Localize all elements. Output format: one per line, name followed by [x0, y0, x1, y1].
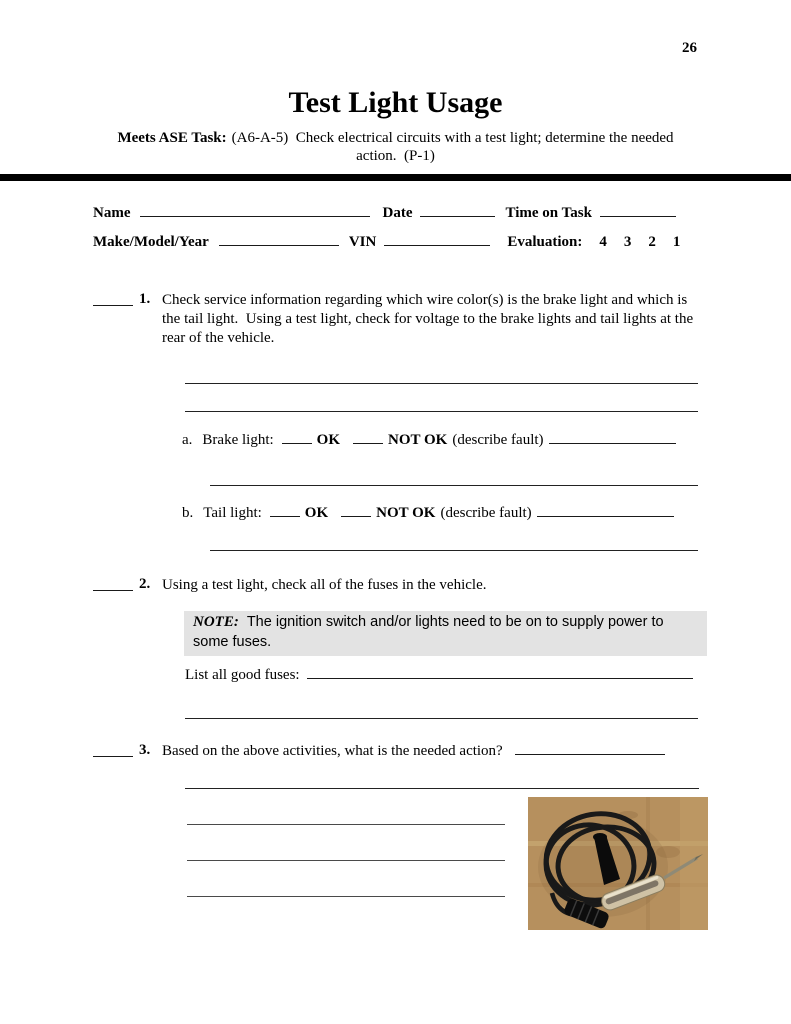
not-ok-blank-line[interactable]: [353, 431, 383, 444]
task-number-2: 2.: [139, 576, 151, 592]
evaluation-score-3[interactable]: 3: [623, 234, 632, 250]
subitem-b-label: Tail light:: [203, 505, 262, 521]
page-number: 26: [682, 40, 697, 56]
evaluation-score-2[interactable]: 2: [648, 234, 656, 250]
ok-label: OK: [304, 505, 329, 521]
describe-fault-label: (describe fault): [452, 432, 544, 448]
date-line[interactable]: [420, 204, 495, 217]
make-model-year-label: Make/Model/Year: [93, 234, 209, 250]
answer-line[interactable]: [187, 860, 505, 861]
note-text: The ignition switch and/or lights need to be on to supply power to some fuses.: [193, 614, 668, 650]
note-label: NOTE:: [193, 614, 239, 630]
answer-line[interactable]: [185, 788, 699, 789]
task-text-3: Based on the above activities, what is the needed action?: [162, 743, 503, 759]
ok-blank-line[interactable]: [282, 431, 312, 444]
subitem-a-letter: a.: [182, 432, 193, 448]
describe-fault-label: (describe fault): [440, 505, 532, 521]
note-box: [184, 611, 707, 656]
checkoff-blank-3[interactable]: [93, 742, 133, 757]
not-ok-blank-line[interactable]: [341, 504, 371, 517]
evaluation-score-4[interactable]: 4: [599, 234, 607, 250]
list-good-fuses-row: [185, 666, 693, 684]
not-ok-label: NOT OK: [376, 505, 436, 521]
subitem-b-letter: b.: [182, 505, 194, 521]
task-item-1: [93, 291, 707, 348]
subitem-a-label: Brake light:: [202, 432, 274, 448]
subitem-a: [182, 431, 676, 449]
list-good-fuses-line[interactable]: [307, 666, 693, 679]
divider-rule: [0, 174, 791, 181]
task-item-2: [93, 576, 707, 595]
task-item-3: [93, 742, 707, 761]
test-light-photo: [528, 797, 708, 930]
task-text-2: Using a test light, check all of the fuses in the vehicle.: [162, 577, 487, 593]
vin-label: VIN: [348, 234, 377, 250]
name-label: Name: [93, 205, 131, 221]
checkoff-blank-2[interactable]: [93, 576, 133, 591]
subitem-b: [182, 504, 674, 522]
not-ok-label: NOT OK: [388, 432, 448, 448]
ase-task-block: [0, 130, 791, 165]
list-good-fuses-label: List all good fuses:: [185, 667, 300, 683]
ase-task-line1: (A6-A-5) Check electrical circuits with a test light; determine the needed: [231, 130, 674, 146]
answer-line[interactable]: [185, 411, 698, 412]
make-model-year-line[interactable]: [219, 233, 339, 246]
answer-line[interactable]: [187, 824, 505, 825]
time-on-task-line[interactable]: [600, 204, 676, 217]
task-number-3: 3.: [139, 742, 151, 758]
describe-fault-line[interactable]: [549, 431, 676, 444]
ok-label: OK: [316, 432, 341, 448]
name-line[interactable]: [140, 204, 370, 217]
info-row-2: [93, 233, 680, 251]
answer-line[interactable]: [185, 383, 698, 384]
date-label: Date: [382, 205, 413, 221]
task-number-1: 1.: [139, 291, 151, 307]
ok-blank-line[interactable]: [270, 504, 300, 517]
time-on-task-label: Time on Task: [505, 205, 592, 221]
answer-line[interactable]: [187, 896, 505, 897]
answer-line[interactable]: [185, 718, 698, 719]
ase-task-label: Meets ASE Task:: [117, 130, 227, 146]
vin-line[interactable]: [384, 233, 490, 246]
evaluation-label: Evaluation:: [507, 234, 583, 250]
answer-line[interactable]: [210, 485, 698, 486]
needed-action-line[interactable]: [515, 742, 665, 755]
evaluation-score-1[interactable]: 1: [672, 234, 681, 250]
ase-task-line2: action. (P-1): [356, 147, 435, 164]
checkoff-blank-1[interactable]: [93, 291, 133, 306]
worksheet-title: Test Light Usage: [288, 86, 503, 119]
describe-fault-line[interactable]: [537, 504, 674, 517]
info-row-1: [93, 204, 676, 222]
answer-line[interactable]: [210, 550, 698, 551]
test-light-photo-graphic: [528, 797, 708, 930]
task-text-1: Check service information regarding which wire color(s) is the brake light and which is the tail light. Using a test light, check for voltage to the brake lights and tail lights at the rear of the vehicle.: [162, 292, 697, 346]
